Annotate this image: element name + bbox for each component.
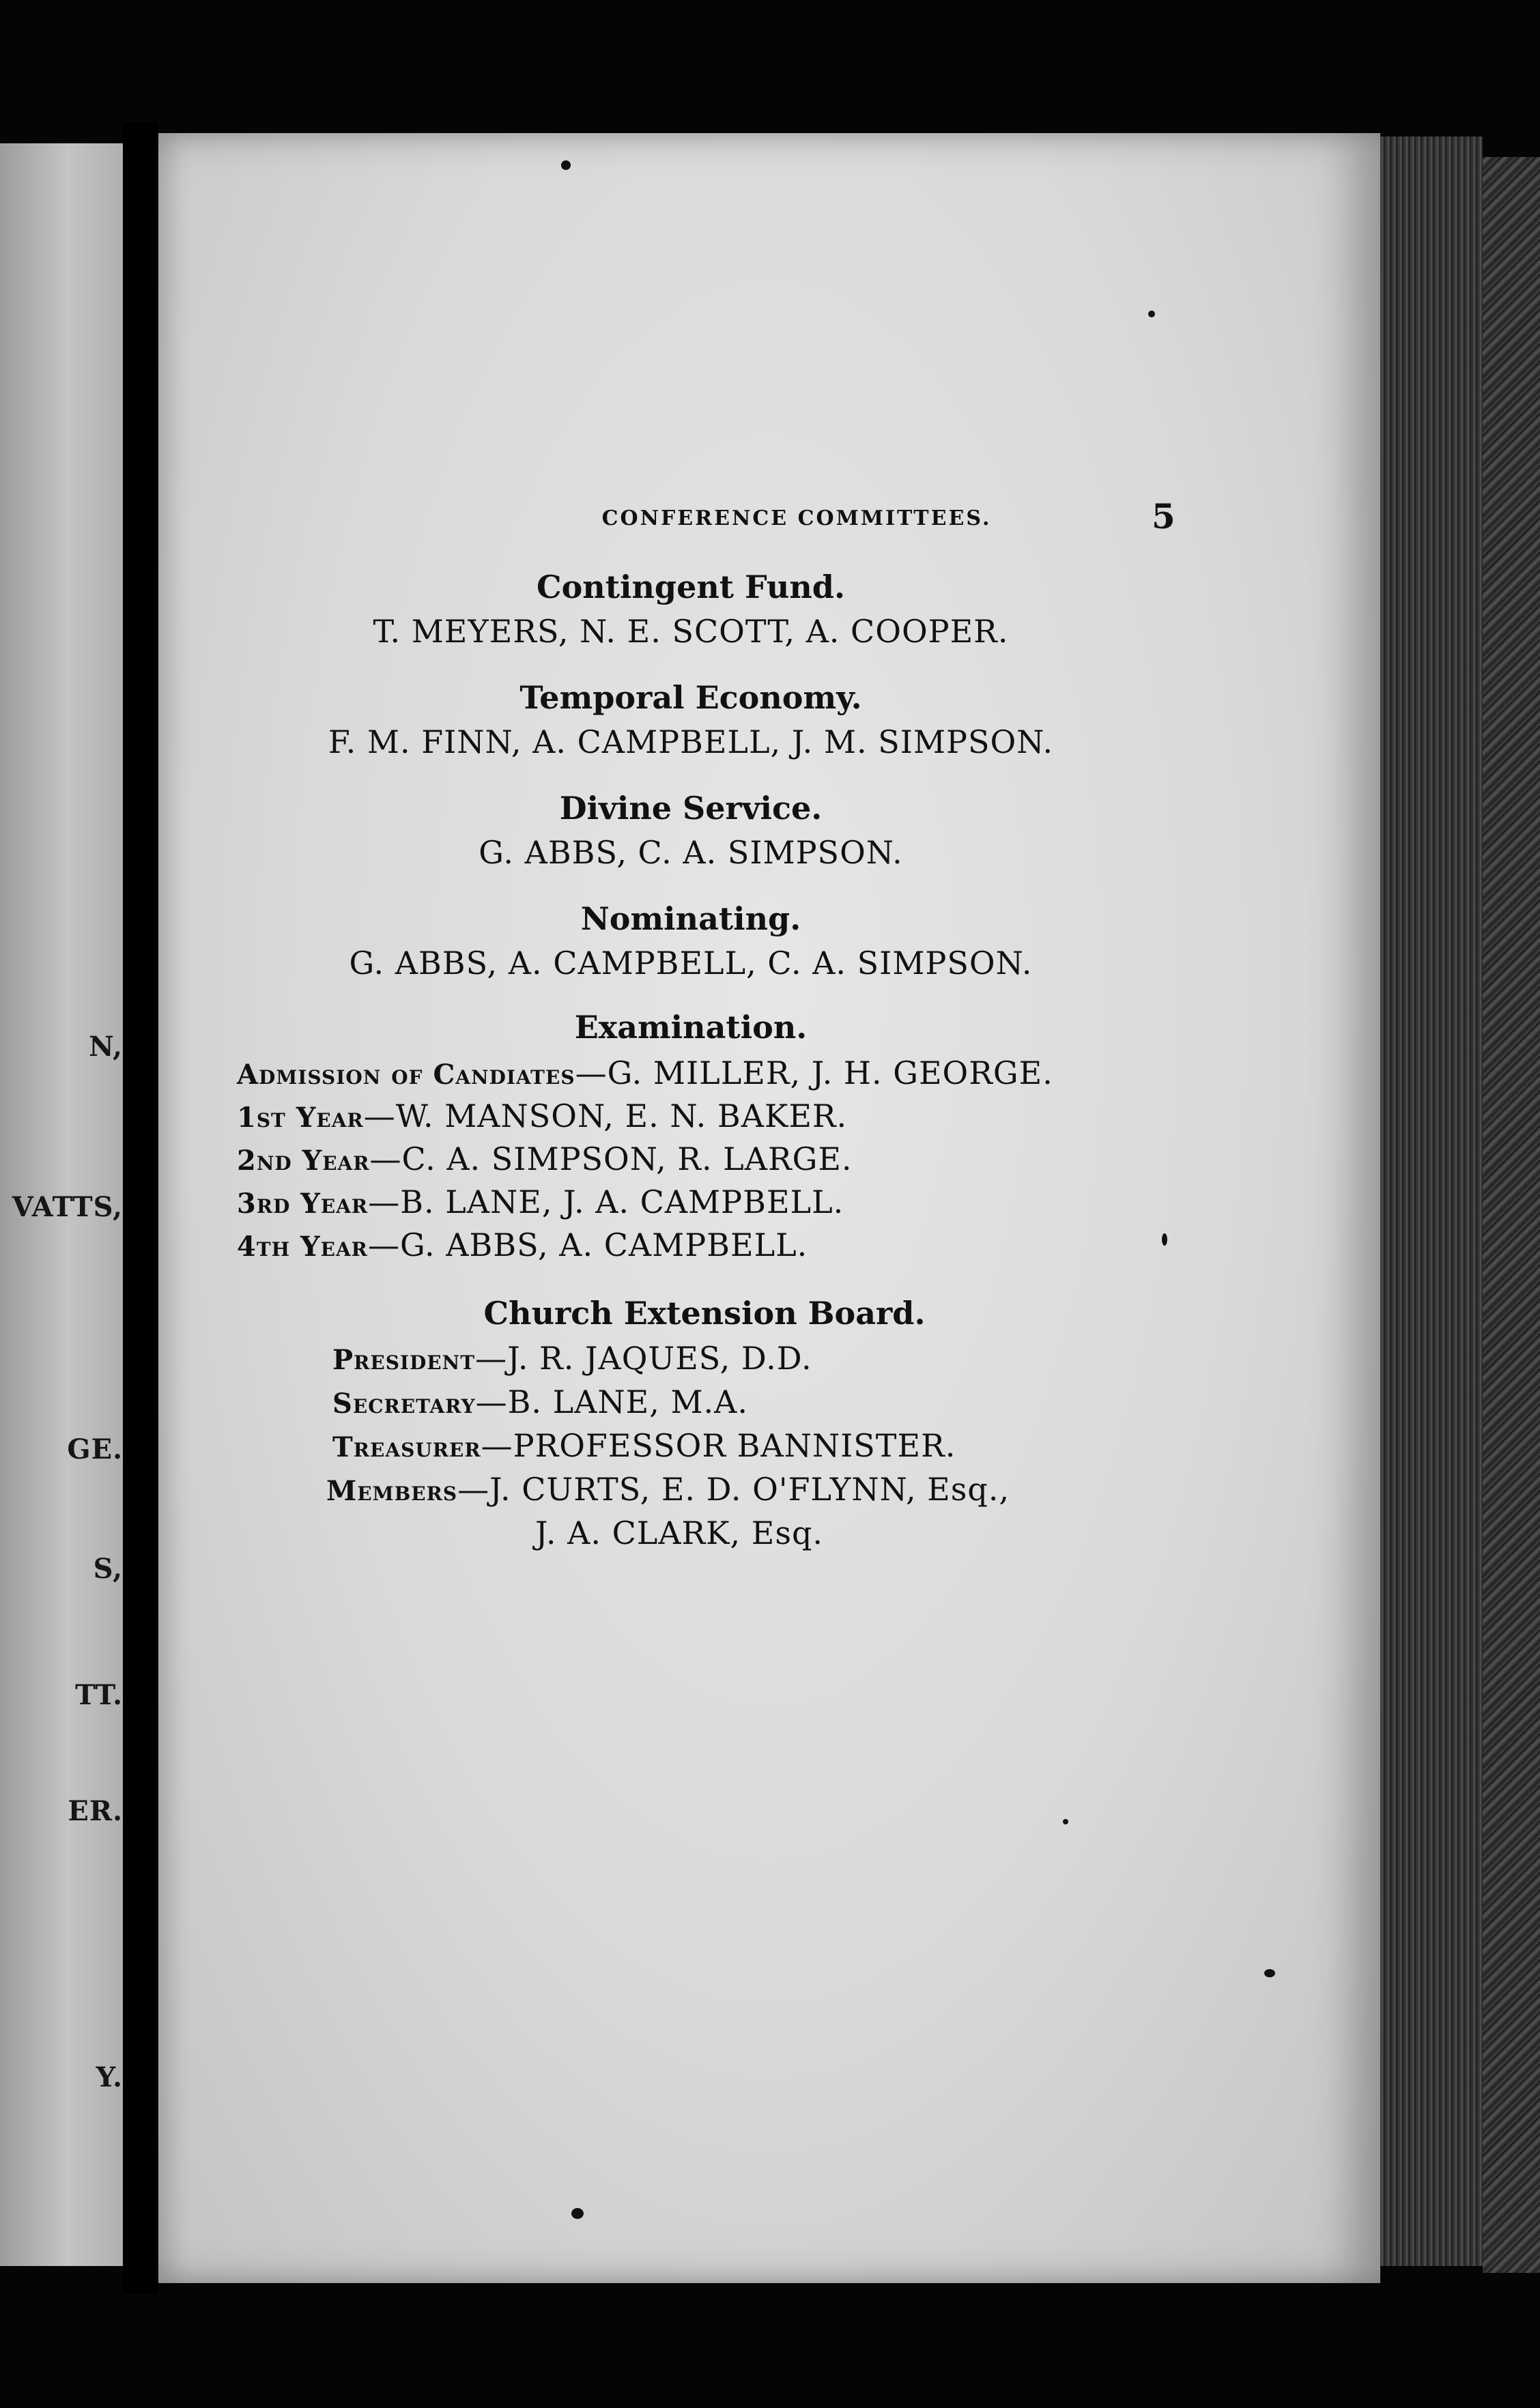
examination-row: [237, 1055, 1053, 1091]
book-cover: [1483, 157, 1540, 2273]
page-edges: [1380, 137, 1483, 2266]
board-row: [332, 1384, 748, 1420]
row-names: —C. A. SIMPSON, R. LARGE.: [369, 1141, 853, 1177]
section-names: F. M. FINN, A. CAMPBELL, J. M. SIMPSON.: [328, 723, 1054, 760]
running-header: CONFERENCE COMMITTEES.: [601, 506, 992, 530]
row-label: Secretary: [332, 1388, 476, 1420]
row-names: —B. LANE, J. A. CAMPBELL.: [368, 1184, 844, 1220]
section-heading: Divine Service.: [559, 790, 823, 827]
row-value: —J. CURTS, E. D. O'FLYNN, Esq.,: [457, 1471, 1010, 1508]
row-label: Treasurer: [332, 1431, 481, 1463]
left-page-fragment: S,: [93, 1553, 123, 1585]
book-page: [158, 133, 1380, 2283]
section-names: T. MEYERS, N. E. SCOTT, A. COOPER.: [373, 613, 1009, 650]
book-gutter: [123, 123, 158, 2293]
examination-row: [237, 1141, 853, 1177]
speck-mark: [1264, 1969, 1275, 1977]
board-row: [332, 1427, 956, 1464]
row-names: —G. MILLER, J. H. GEORGE.: [575, 1055, 1053, 1091]
speck-mark: [571, 2208, 584, 2219]
examination-heading: Examination.: [574, 1009, 808, 1046]
examination-row: [237, 1098, 847, 1134]
speck-mark: [1148, 311, 1155, 317]
row-label: 2nd Year: [237, 1145, 370, 1177]
church-extension-heading: Church Extension Board.: [483, 1295, 926, 1332]
page-number: 5: [1152, 496, 1175, 536]
left-page-fragment: GE.: [67, 1433, 123, 1465]
left-page-fragment: N,: [89, 1031, 123, 1063]
row-label: 1st Year: [237, 1102, 364, 1134]
section-heading: Contingent Fund.: [537, 569, 845, 605]
speck-mark: [1063, 1819, 1068, 1824]
board-row: [326, 1471, 1010, 1508]
examination-row: [237, 1227, 808, 1263]
left-page-fragment: Y.: [96, 2061, 123, 2093]
section-heading: Temporal Economy.: [519, 679, 862, 716]
row-names: —W. MANSON, E. N. BAKER.: [363, 1098, 848, 1134]
page-content: [158, 133, 1380, 2283]
left-page: [0, 143, 123, 2266]
left-page-fragment: TT.: [75, 1679, 123, 1711]
speck-mark: [561, 160, 571, 170]
row-label: 3rd Year: [237, 1188, 369, 1220]
row-value: —B. LANE, M.A.: [475, 1384, 749, 1420]
row-names: —G. ABBS, A. CAMPBELL.: [367, 1227, 808, 1263]
examination-row: [237, 1184, 844, 1220]
row-label: 4th Year: [237, 1231, 368, 1263]
row-label: Members: [326, 1475, 458, 1507]
section-names: G. ABBS, A. CAMPBELL, C. A. SIMPSON.: [349, 945, 1033, 981]
section-names: G. ABBS, C. A. SIMPSON.: [479, 834, 903, 871]
row-value: —PROFESSOR BANNISTER.: [481, 1427, 956, 1464]
board-continuation: J. A. CLARK, Esq.: [535, 1515, 824, 1551]
left-page-fragment: VATTS,: [12, 1191, 123, 1223]
left-page-fragment: ER.: [68, 1795, 123, 1827]
section-heading: Nominating.: [580, 900, 801, 937]
board-row: [332, 1340, 812, 1377]
speck-mark: [1162, 1233, 1167, 1246]
row-label: President: [332, 1344, 476, 1376]
row-label: Admission of Candiates: [237, 1059, 575, 1091]
row-value: —J. R. JAQUES, D.D.: [475, 1340, 812, 1377]
